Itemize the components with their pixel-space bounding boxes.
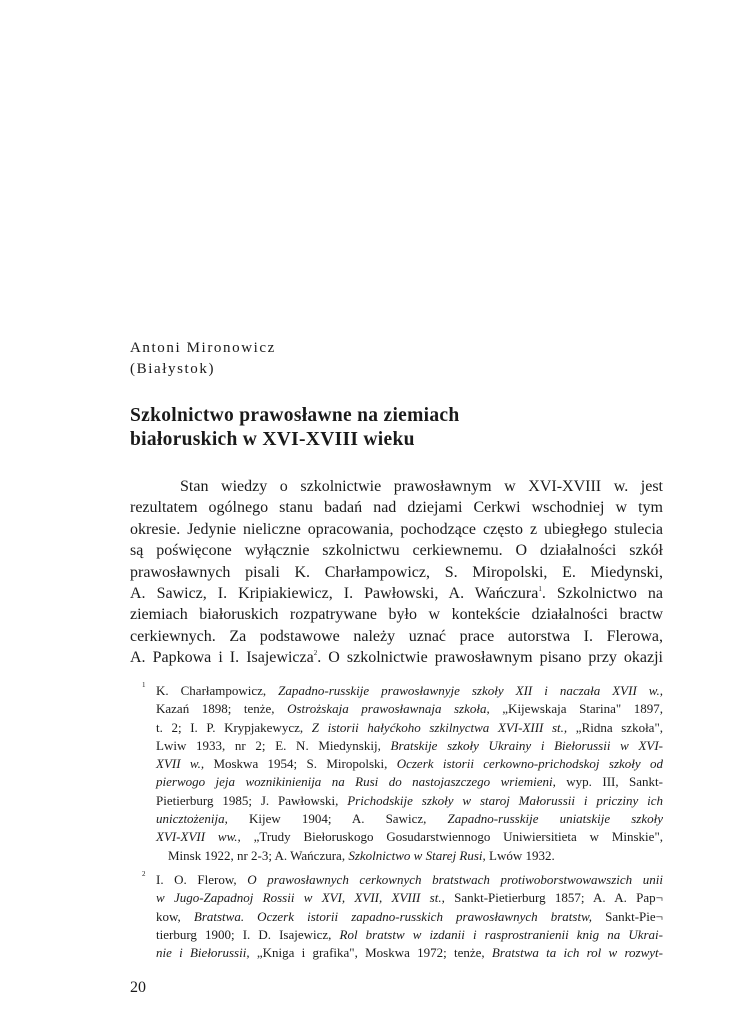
footnote-title: Bratskije szkoły Ukrainy i Biełorussii w XVI- [390, 737, 663, 753]
footnote-title: Oczerk istorii cerkowno-prichodskoj szkoły od [396, 756, 663, 772]
footnote-title: Bratstwa ta ich rol w rozwyt- [491, 945, 663, 961]
footnote-text: Lwiw 1933, nr 2; E. N. Miedynskij, [156, 737, 391, 753]
footnote-text: „Ridna szkoła", [567, 719, 663, 735]
footnote-title: nie i Biełorussii, [156, 945, 250, 961]
footnote-line [130, 828, 663, 846]
footnote-line [130, 792, 663, 810]
footnote-text: „Kniga i grafika", Moskwa 1972; tenże, [249, 945, 492, 961]
footnote-title: XVII w., [156, 756, 205, 772]
footnote-text: Sankt-Pie¬ [592, 908, 663, 924]
body-text: . Szkolnictwo na [541, 584, 663, 602]
footnote-ref: 2 [313, 649, 318, 658]
footnote-text: Kijew 1904; A. Sawicz, [227, 811, 448, 827]
footnote-title: pierwogo jeja woznikinienija na Rusi do nastojaszczego wriemieni, [156, 774, 556, 790]
footnote-text: Moskwa 1954; S. Miropolski, [204, 756, 397, 772]
footnote-text: I. O. Flerow, [156, 871, 248, 887]
footnote-text: „Kijewskaja Starina" 1897, [489, 701, 663, 717]
footnote-line [130, 847, 663, 865]
body-text: . O szkolnictwie prawosławnym pisano przy okazji [317, 649, 663, 667]
footnote-text: „Trudy Biełoruskogo Gosudarstwiennogo Uniwiersitieta w Minskie", [240, 829, 663, 845]
footnote-text: wyp. III, Sankt- [555, 774, 663, 790]
footnote-line [130, 871, 663, 889]
footnote-1 [130, 682, 663, 865]
footnote-title: unicztożenija, [156, 811, 228, 827]
footnote-line [130, 944, 663, 962]
footnote-line [130, 682, 663, 700]
footnote-line [130, 773, 663, 791]
body-text: A. Papkowa i I. Isajewicza [130, 649, 314, 667]
footnote-line [130, 755, 663, 773]
footnote-line [130, 926, 663, 944]
footnote-line [130, 810, 663, 828]
footnote-number: 1 [142, 681, 146, 689]
footnote-ref: 1 [538, 584, 542, 593]
footnote-text: Pietierburg 1985; J. Pawłowski, [156, 792, 348, 808]
body-line: okresie. Jedynie nieliczne opracowania, pochodzące często z ubiegłego stulecia [130, 520, 663, 538]
footnote-title: Zapadno-russkije uniatskije szkoły [447, 811, 663, 827]
body-line: są poświęcone wyłącznie szkolnictwu cerkiewnemu. O działalności szkół [130, 542, 663, 560]
author-affiliation: (Białystok) [130, 361, 216, 377]
body-text: A. Sawicz, I. Kripiakiewicz, I. Pawłowski, A. Wańczura [130, 584, 539, 602]
footnote-title: Bratstwa. Oczerk istorii zapadno-russkich prawosławnych bratstw, [193, 908, 593, 924]
footnote-title: XVI-XVII ww., [156, 829, 241, 845]
footnote-text: Kazań 1898; tenże, [156, 701, 288, 717]
footnote-line [130, 700, 663, 718]
footnote-line [130, 908, 663, 926]
footnote-text: Lwów 1932. [485, 847, 555, 863]
footnote-2 [130, 871, 663, 962]
footnote-number: 2 [142, 869, 146, 878]
title-line-2: białoruskich w XVI-XVIII wieku [130, 429, 415, 450]
footnote-text: t. 2; I. P. Krypjakewycz, [156, 719, 312, 735]
footnote-title: Prichodskije szkoły w staroj Małorussii i pricziny ich [347, 792, 663, 808]
footnote-text: Minsk 1922, nr 2-3; A. Wańczura, [168, 847, 349, 863]
body-paragraph [130, 476, 663, 669]
footnote-line [130, 889, 663, 907]
body-line: prawosławnych pisali K. Charłampowicz, S. Miropolski, E. Miedynski, [130, 563, 663, 581]
footnote-line [130, 737, 663, 755]
footnote-title: Zapadno-russkije prawosławnyje szkoły XII i naczała XVII w., [278, 683, 663, 698]
footnote-title: Ostrożskaja prawosławnaja szkoła, [287, 701, 490, 717]
page-number: 20 [130, 979, 146, 996]
footnote-text: K. Charłampowicz, [156, 683, 279, 698]
title-line-1: Szkolnictwo prawosławne na ziemiach [130, 405, 460, 426]
author-name: Antoni Mironowicz [130, 340, 276, 356]
footnote-title: O prawosławnych cerkownych bratstwach protiwoborstwowawszich unii [247, 871, 663, 887]
author-block [130, 338, 276, 380]
body-line: rezultatem ogólnego stanu badań nad dziejami Cerkwi wschodniej w tym [130, 499, 663, 517]
footnote-title: w Jugo-Zapadnoj Rossii w XVI, XVII, XVIII st., [156, 890, 445, 906]
footnote-line [130, 719, 663, 737]
footnote-text: Sankt-Pietierburg 1857; A. A. Pap¬ [444, 890, 663, 906]
body-line: Stan wiedzy o szkolnictwie prawosławnym w XVI-XVIII w. jest [180, 478, 663, 495]
footnotes [130, 682, 663, 962]
footnote-text: tierburg 1900; I. D. Isajewicz, [156, 926, 340, 942]
footnote-text: kow, [156, 908, 194, 924]
body-line [130, 647, 663, 668]
body-line: ziemiach białoruskich rozpatrywane było w kontekście działalności bractw [130, 606, 663, 624]
body-line [130, 583, 663, 604]
footnote-title: Z istorii hałyćkoho szkilnyctwa XVI-XIII st., [311, 719, 568, 735]
footnote-title: Rol bratstw w izdanii i rasprostranienii knig na Ukrai- [339, 926, 663, 942]
article-title [130, 404, 610, 452]
footnote-title: Szkolnictwo w Starej Rusi, [348, 847, 486, 863]
body-line: cerkiewnych. Za podstawowe należy uznać prace autorstwa I. Flerowa, [130, 627, 663, 645]
